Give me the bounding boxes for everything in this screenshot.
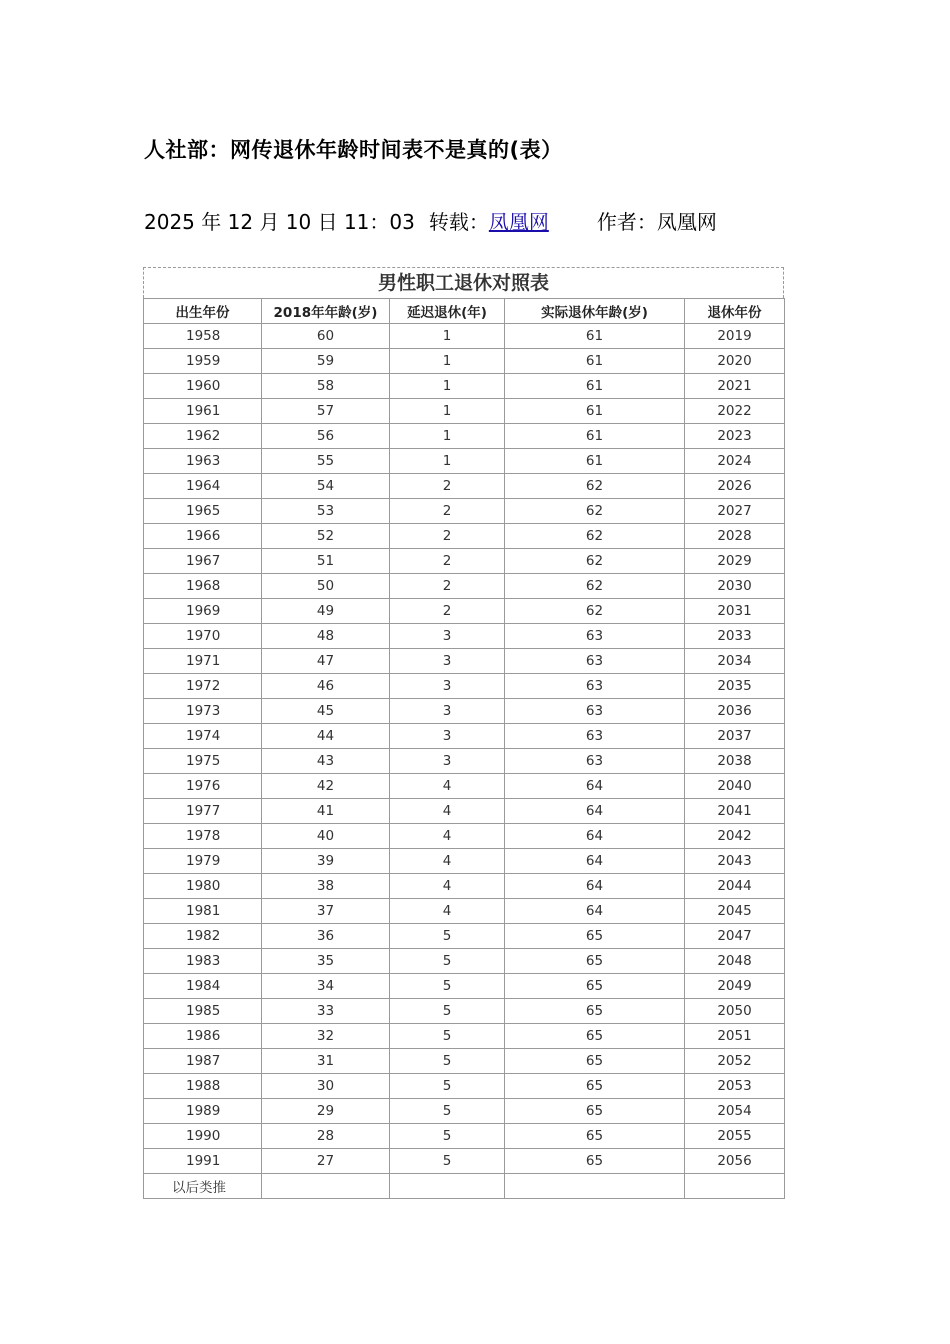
table-row <box>144 449 785 474</box>
birth-year-cell: 1969 <box>144 599 262 624</box>
delay-years-cell: 3 <box>390 649 505 674</box>
actual-retire-age-cell: 64 <box>505 874 685 899</box>
actual-retire-age-cell: 61 <box>505 449 685 474</box>
retire-year-cell: 2048 <box>685 949 785 974</box>
delay-years-cell: 1 <box>390 424 505 449</box>
birth-year-cell: 1974 <box>144 724 262 749</box>
actual-retire-age-cell: 62 <box>505 474 685 499</box>
actual-retire-age-cell: 63 <box>505 699 685 724</box>
birth-year-cell: 1973 <box>144 699 262 724</box>
birth-year-cell: 1959 <box>144 349 262 374</box>
delay-years-cell: 5 <box>390 1099 505 1124</box>
retire-year-cell: 2040 <box>685 774 785 799</box>
actual-retire-age-cell: 62 <box>505 549 685 574</box>
age-2018-cell: 51 <box>262 549 390 574</box>
actual-retire-age-cell: 65 <box>505 1074 685 1099</box>
birth-year-cell: 1981 <box>144 899 262 924</box>
age-2018-cell: 49 <box>262 599 390 624</box>
actual-retire-age-cell: 65 <box>505 974 685 999</box>
header-retire-year: 退休年份 <box>685 299 785 324</box>
table-title: 男性职工退休对照表 <box>143 267 784 298</box>
table-row <box>144 649 785 674</box>
actual-retire-age-cell: 65 <box>505 999 685 1024</box>
retire-year-cell: 2030 <box>685 574 785 599</box>
table-row <box>144 824 785 849</box>
retirement-table <box>143 298 785 1199</box>
retire-year-cell: 2044 <box>685 874 785 899</box>
age-2018-cell: 45 <box>262 699 390 724</box>
age-2018-cell: 39 <box>262 849 390 874</box>
delay-years-cell: 4 <box>390 824 505 849</box>
delay-years-cell: 4 <box>390 799 505 824</box>
birth-year-cell: 1977 <box>144 799 262 824</box>
table-row <box>144 874 785 899</box>
delay-years-cell: 2 <box>390 499 505 524</box>
table-row <box>144 799 785 824</box>
birth-year-cell: 1961 <box>144 399 262 424</box>
delay-years-cell: 5 <box>390 924 505 949</box>
header-actual-retire-age: 实际退休年龄(岁) <box>505 299 685 324</box>
table-row <box>144 624 785 649</box>
table-row <box>144 324 785 349</box>
header-delay-years: 延迟退休(年) <box>390 299 505 324</box>
birth-year-cell: 1976 <box>144 774 262 799</box>
delay-years-cell: 2 <box>390 524 505 549</box>
delay-years-cell: 3 <box>390 624 505 649</box>
birth-year-cell: 1982 <box>144 924 262 949</box>
age-2018-cell: 58 <box>262 374 390 399</box>
delay-years-cell: 2 <box>390 549 505 574</box>
birth-year-cell: 1986 <box>144 1024 262 1049</box>
table-row <box>144 999 785 1024</box>
actual-retire-age-cell: 65 <box>505 1024 685 1049</box>
age-2018-cell: 52 <box>262 524 390 549</box>
actual-retire-age-cell: 65 <box>505 949 685 974</box>
delay-years-cell: 5 <box>390 974 505 999</box>
table-row <box>144 474 785 499</box>
retire-year-cell: 2024 <box>685 449 785 474</box>
header-birth-year: 出生年份 <box>144 299 262 324</box>
birth-year-cell: 1987 <box>144 1049 262 1074</box>
delay-years-cell: 5 <box>390 1074 505 1099</box>
table-row <box>144 949 785 974</box>
retire-year-cell: 2050 <box>685 999 785 1024</box>
table-row <box>144 974 785 999</box>
retire-year-cell: 2056 <box>685 1149 785 1174</box>
retire-year-cell: 2041 <box>685 799 785 824</box>
birth-year-cell: 1978 <box>144 824 262 849</box>
table-row <box>144 374 785 399</box>
table-header-row <box>144 299 785 324</box>
actual-retire-age-cell: 65 <box>505 1124 685 1149</box>
delay-years-cell <box>390 1174 505 1199</box>
retire-year-cell: 2053 <box>685 1074 785 1099</box>
actual-retire-age-cell: 65 <box>505 1099 685 1124</box>
birth-year-cell: 以后类推 <box>144 1174 262 1199</box>
retire-year-cell: 2029 <box>685 549 785 574</box>
table-row <box>144 674 785 699</box>
actual-retire-age-cell: 64 <box>505 899 685 924</box>
birth-year-cell: 1958 <box>144 324 262 349</box>
delay-years-cell: 4 <box>390 899 505 924</box>
age-2018-cell: 29 <box>262 1099 390 1124</box>
actual-retire-age-cell: 65 <box>505 1149 685 1174</box>
actual-retire-age-cell: 63 <box>505 674 685 699</box>
age-2018-cell: 43 <box>262 749 390 774</box>
author-label: 作者：凤凰网 <box>596 210 717 234</box>
actual-retire-age-cell: 61 <box>505 324 685 349</box>
actual-retire-age-cell: 64 <box>505 799 685 824</box>
age-2018-cell: 44 <box>262 724 390 749</box>
birth-year-cell: 1980 <box>144 874 262 899</box>
actual-retire-age-cell: 62 <box>505 599 685 624</box>
delay-years-cell: 1 <box>390 349 505 374</box>
retire-year-cell: 2038 <box>685 749 785 774</box>
age-2018-cell: 35 <box>262 949 390 974</box>
table-row <box>144 849 785 874</box>
delay-years-cell: 5 <box>390 1149 505 1174</box>
birth-year-cell: 1985 <box>144 999 262 1024</box>
retire-year-cell: 2036 <box>685 699 785 724</box>
delay-years-cell: 5 <box>390 999 505 1024</box>
actual-retire-age-cell: 63 <box>505 649 685 674</box>
age-2018-cell: 31 <box>262 1049 390 1074</box>
table-row <box>144 1049 785 1074</box>
age-2018-cell: 56 <box>262 424 390 449</box>
age-2018-cell: 28 <box>262 1124 390 1149</box>
birth-year-cell: 1965 <box>144 499 262 524</box>
actual-retire-age-cell: 63 <box>505 749 685 774</box>
retire-year-cell: 2051 <box>685 1024 785 1049</box>
age-2018-cell: 55 <box>262 449 390 474</box>
table-row <box>144 1074 785 1099</box>
delay-years-cell: 3 <box>390 674 505 699</box>
table-row <box>144 1124 785 1149</box>
retire-year-cell <box>685 1174 785 1199</box>
delay-years-cell: 3 <box>390 749 505 774</box>
retire-year-cell: 2022 <box>685 399 785 424</box>
birth-year-cell: 1979 <box>144 849 262 874</box>
retirement-table-image <box>143 267 784 1199</box>
table-row <box>144 899 785 924</box>
birth-year-cell: 1970 <box>144 624 262 649</box>
actual-retire-age-cell: 65 <box>505 924 685 949</box>
table-row <box>144 499 785 524</box>
actual-retire-age-cell: 65 <box>505 1049 685 1074</box>
actual-retire-age-cell: 61 <box>505 374 685 399</box>
delay-years-cell: 5 <box>390 1024 505 1049</box>
actual-retire-age-cell: 62 <box>505 574 685 599</box>
birth-year-cell: 1963 <box>144 449 262 474</box>
retire-year-cell: 2037 <box>685 724 785 749</box>
publish-date: 2025 年 12 月 10 日 11：03 <box>144 210 415 234</box>
actual-retire-age-cell: 61 <box>505 424 685 449</box>
table-row <box>144 399 785 424</box>
delay-years-cell: 1 <box>390 449 505 474</box>
age-2018-cell: 36 <box>262 924 390 949</box>
age-2018-cell: 42 <box>262 774 390 799</box>
age-2018-cell: 40 <box>262 824 390 849</box>
age-2018-cell: 54 <box>262 474 390 499</box>
retire-year-cell: 2033 <box>685 624 785 649</box>
birth-year-cell: 1971 <box>144 649 262 674</box>
birth-year-cell: 1988 <box>144 1074 262 1099</box>
delay-years-cell: 2 <box>390 474 505 499</box>
birth-year-cell: 1989 <box>144 1099 262 1124</box>
age-2018-cell: 46 <box>262 674 390 699</box>
table-row <box>144 1024 785 1049</box>
table-row <box>144 524 785 549</box>
table-row <box>144 424 785 449</box>
table-row <box>144 774 785 799</box>
delay-years-cell: 3 <box>390 724 505 749</box>
retire-year-cell: 2031 <box>685 599 785 624</box>
table-row <box>144 924 785 949</box>
actual-retire-age-cell: 61 <box>505 399 685 424</box>
actual-retire-age-cell: 64 <box>505 824 685 849</box>
age-2018-cell: 41 <box>262 799 390 824</box>
retire-year-cell: 2042 <box>685 824 785 849</box>
retire-year-cell: 2045 <box>685 899 785 924</box>
retire-year-cell: 2021 <box>685 374 785 399</box>
age-2018-cell: 57 <box>262 399 390 424</box>
retire-year-cell: 2049 <box>685 974 785 999</box>
table-row <box>144 749 785 774</box>
age-2018-cell: 59 <box>262 349 390 374</box>
delay-years-cell: 1 <box>390 324 505 349</box>
retire-year-cell: 2043 <box>685 849 785 874</box>
source-prefix: 转载： <box>428 210 489 234</box>
table-row <box>144 1174 785 1199</box>
table-row <box>144 599 785 624</box>
table-row <box>144 549 785 574</box>
retire-year-cell: 2055 <box>685 1124 785 1149</box>
actual-retire-age-cell <box>505 1174 685 1199</box>
age-2018-cell: 60 <box>262 324 390 349</box>
birth-year-cell: 1991 <box>144 1149 262 1174</box>
retire-year-cell: 2019 <box>685 324 785 349</box>
retire-year-cell: 2023 <box>685 424 785 449</box>
delay-years-cell: 5 <box>390 949 505 974</box>
birth-year-cell: 1962 <box>144 424 262 449</box>
retire-year-cell: 2034 <box>685 649 785 674</box>
actual-retire-age-cell: 62 <box>505 524 685 549</box>
age-2018-cell: 37 <box>262 899 390 924</box>
age-2018-cell: 38 <box>262 874 390 899</box>
birth-year-cell: 1967 <box>144 549 262 574</box>
delay-years-cell: 5 <box>390 1124 505 1149</box>
birth-year-cell: 1964 <box>144 474 262 499</box>
delay-years-cell: 5 <box>390 1049 505 1074</box>
birth-year-cell: 1984 <box>144 974 262 999</box>
birth-year-cell: 1983 <box>144 949 262 974</box>
birth-year-cell: 1968 <box>144 574 262 599</box>
age-2018-cell: 32 <box>262 1024 390 1049</box>
actual-retire-age-cell: 64 <box>505 849 685 874</box>
table-row <box>144 699 785 724</box>
source-link[interactable]: 凤凰网 <box>488 210 549 234</box>
age-2018-cell: 34 <box>262 974 390 999</box>
birth-year-cell: 1990 <box>144 1124 262 1149</box>
actual-retire-age-cell: 63 <box>505 724 685 749</box>
age-2018-cell: 27 <box>262 1149 390 1174</box>
birth-year-cell: 1972 <box>144 674 262 699</box>
delay-years-cell: 3 <box>390 699 505 724</box>
age-2018-cell: 48 <box>262 624 390 649</box>
birth-year-cell: 1966 <box>144 524 262 549</box>
delay-years-cell: 4 <box>390 874 505 899</box>
table-row <box>144 1149 785 1174</box>
age-2018-cell: 50 <box>262 574 390 599</box>
delay-years-cell: 1 <box>390 374 505 399</box>
birth-year-cell: 1960 <box>144 374 262 399</box>
delay-years-cell: 4 <box>390 774 505 799</box>
retire-year-cell: 2054 <box>685 1099 785 1124</box>
actual-retire-age-cell: 64 <box>505 774 685 799</box>
retire-year-cell: 2047 <box>685 924 785 949</box>
age-2018-cell: 47 <box>262 649 390 674</box>
retire-year-cell: 2026 <box>685 474 785 499</box>
delay-years-cell: 1 <box>390 399 505 424</box>
actual-retire-age-cell: 61 <box>505 349 685 374</box>
age-2018-cell: 30 <box>262 1074 390 1099</box>
header-age-2018: 2018年年龄(岁) <box>262 299 390 324</box>
retire-year-cell: 2028 <box>685 524 785 549</box>
retire-year-cell: 2027 <box>685 499 785 524</box>
table-row <box>144 724 785 749</box>
delay-years-cell: 4 <box>390 849 505 874</box>
retire-year-cell: 2035 <box>685 674 785 699</box>
age-2018-cell: 53 <box>262 499 390 524</box>
article-headline: 人社部：网传退休年龄时间表不是真的(表） <box>144 138 563 162</box>
actual-retire-age-cell: 63 <box>505 624 685 649</box>
delay-years-cell: 2 <box>390 599 505 624</box>
table-row <box>144 349 785 374</box>
delay-years-cell: 2 <box>390 574 505 599</box>
retire-year-cell: 2020 <box>685 349 785 374</box>
actual-retire-age-cell: 62 <box>505 499 685 524</box>
birth-year-cell: 1975 <box>144 749 262 774</box>
age-2018-cell: 33 <box>262 999 390 1024</box>
table-row <box>144 574 785 599</box>
article-meta <box>144 206 717 235</box>
table-row <box>144 1099 785 1124</box>
retire-year-cell: 2052 <box>685 1049 785 1074</box>
age-2018-cell <box>262 1174 390 1199</box>
